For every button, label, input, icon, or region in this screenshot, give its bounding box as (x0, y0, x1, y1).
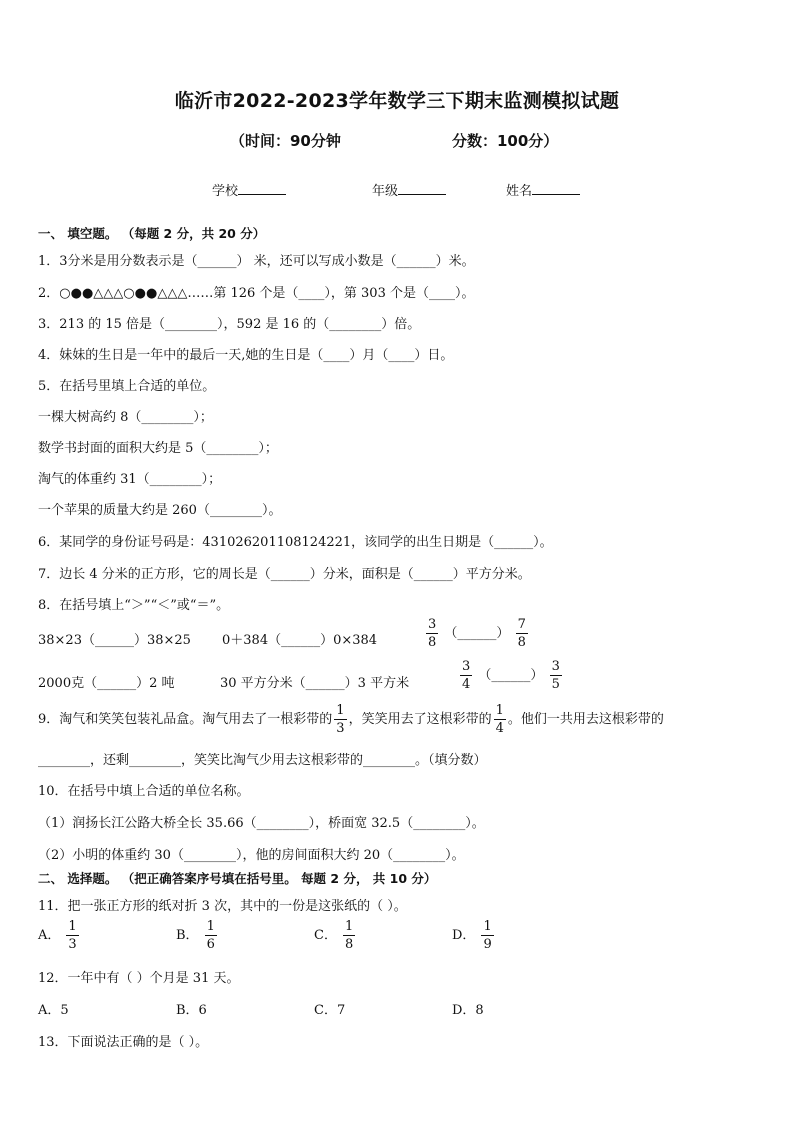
fraction: $\frac{1}{6}$ (206, 919, 215, 952)
name-field (506, 180, 580, 199)
q12-option-a: A．5 (38, 1003, 69, 1018)
question-2: 2．○●●△△△○●●△△△……第 126 个是（____），第 303 个是（____）。 (38, 286, 475, 301)
page-title: 临沂市2022-2023学年数学三下期末监测模拟试题 (174, 90, 620, 112)
question-10-a: （1）润扬长江公路大桥全长 35.66（________），桥面宽 32.5（________）。 (38, 816, 485, 831)
section-2-heading: 二、 选择题。 （把正确答案序号填在括号里。 每题 2 分， 共 10 分） (38, 871, 437, 886)
question-6: 6．某同学的身份证号码是：431026201108124221，该同学的出生日期是（______）。 (38, 535, 553, 550)
name-blank (532, 182, 580, 195)
grade-field (372, 180, 446, 199)
fraction: $\frac{1}{4}$ (495, 703, 504, 736)
question-13-stem: 13．下面说法正确的是（ ）。 (38, 1035, 209, 1050)
q12-option-d: D．8 (452, 1003, 484, 1018)
exam-time: （时间：90分钟 (230, 132, 341, 150)
fraction: $\frac{1}{3}$ (336, 703, 345, 736)
grade-label: 年级 (372, 184, 399, 199)
section-1-heading: 一、 填空题。 （每题 2 分，共 20 分） (38, 226, 266, 241)
question-5-d: 一个苹果的质量大约是 260（________）。 (38, 503, 282, 518)
question-7: 7．边长 4 分米的正方形，它的周长是（______）分米，面积是（______）平方分米。 (38, 567, 531, 582)
question-9-line-1: 9．淘气和笑笑包装礼品盒。淘气用去了一根彩带的 $\frac{1}{3}$ ，笑笑用去了这根彩带的 $\frac{1}{4}$ 。他们一共用去这根彩带的 (38, 703, 664, 736)
q8-compare-4: 2000克（______）2 吨 (38, 676, 175, 691)
question-3: 3．213 的 15 倍是（________），592 是 16 的（________）倍。 (38, 317, 421, 332)
exam-score: 分数：100分） (452, 132, 559, 150)
q11-option-d: D． $\frac{1}{9}$ (452, 919, 492, 952)
school-label: 学校 (212, 184, 239, 199)
question-12-stem: 12．一年中有（ ）个月是 31 天。 (38, 971, 240, 986)
q11-option-c: C． $\frac{1}{8}$ (314, 919, 354, 952)
question-1: 1．3分米是用分数表示是（______） 米，还可以写成小数是（______）米。 (38, 254, 475, 269)
school-blank (238, 182, 286, 195)
q12-option-b: B．6 (176, 1003, 207, 1018)
school-field (212, 180, 286, 199)
q8-compare-3: $\frac{3}{8}$ （______） $\frac{7}{8}$ (428, 617, 526, 650)
question-4: 4．妹妹的生日是一年中的最后一天,她的生日是（____）月（____）日。 (38, 348, 454, 363)
question-10-b: （2）小明的体重约 30（________），他的房间面积大约 20（________）。 (38, 848, 465, 863)
q8-compare-6: $\frac{3}{4}$ （______） $\frac{3}{5}$ (462, 659, 560, 692)
question-5-stem: 5．在括号里填上合适的单位。 (38, 379, 216, 394)
fraction: $\frac{3}{5}$ (551, 659, 560, 692)
question-5-b: 数学书封面的面积大约是 5（________）； (38, 441, 278, 456)
q8-compare-2: 0＋384（______）0×384 (222, 633, 378, 648)
q11-option-a: A． $\frac{1}{3}$ (38, 919, 77, 952)
fraction: $\frac{1}{8}$ (344, 919, 354, 952)
q11-option-b: B． $\frac{1}{6}$ (176, 919, 215, 952)
fraction: $\frac{1}{3}$ (68, 919, 77, 952)
fraction: $\frac{3}{8}$ (428, 617, 437, 650)
question-9-line-2: ________，还剩________，笑笑比淘气少用去这根彩带的________。（填分数） (38, 753, 487, 768)
name-label: 姓名 (506, 184, 533, 199)
question-5-a: 一棵大树高约 8（________）； (38, 410, 213, 425)
question-5-c: 淘气的体重约 31（________）； (38, 472, 222, 487)
fraction: $\frac{3}{4}$ (462, 659, 471, 692)
question-8-stem: 8．在括号填上“＞”“＜”或“＝”。 (38, 598, 230, 613)
question-11-stem: 11．把一张正方形的纸对折 3 次，其中的一份是这张纸的（ ）。 (38, 899, 407, 914)
q8-compare-1: 38×23（______）38×25 (38, 633, 191, 648)
question-10-stem: 10．在括号中填上合适的单位名称。 (38, 784, 250, 799)
q12-option-c: C．7 (314, 1003, 346, 1018)
q8-compare-5: 30 平方分米（______）3 平方米 (220, 676, 410, 691)
fraction: $\frac{7}{8}$ (517, 617, 526, 650)
fraction: $\frac{1}{9}$ (483, 919, 492, 952)
grade-blank (398, 182, 446, 195)
